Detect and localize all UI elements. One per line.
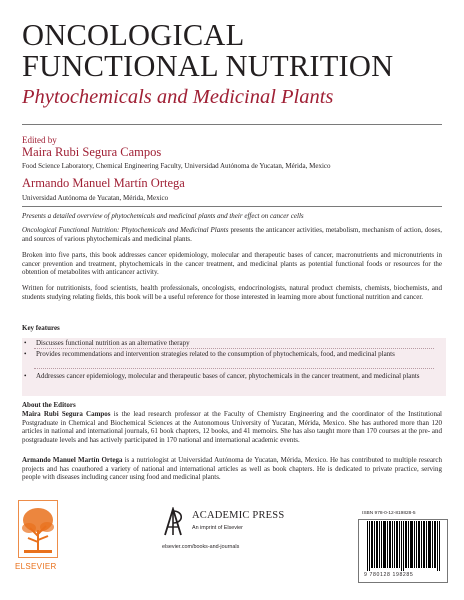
bullet-icon: • [24,339,27,347]
publisher-url[interactable]: elsevier.com/books-and-journals [162,544,240,550]
description-paragraph-3: Written for nutritionists, food scientists, health professionals, oncologists, endocrinologists, natural product chemists, chemists, biochemists, and students studying relating fields, this book will be a useful reference for those interested in learning more about functional nutrition and cancer. [22,284,442,301]
editor-1-name: Maira Rubi Segura Campos [22,145,162,159]
description-paragraph-2: Broken into five parts, this book addresses cancer epidemiology, molecular and therapeutic bases of cancer, macronutrients and micronutrients in cancer prevention and treatment, phytochemicals in the cancer treatment, and medicinal plants as potential functional foods or resources for the obtention of metabolites with anticancer activity. [22,251,442,277]
editor-2-affiliation: Universidad Autónoma de Yucatan, Mérida, Mexico [22,194,169,202]
publisher-imprint: An imprint of Elsevier [192,525,243,531]
editor-1-bio-name: Maira Rubi Segura Campos [22,410,111,418]
edited-by-label: Edited by [22,135,57,145]
description-paragraph-1-text: presents the anticancer activities, metabolism, mechanism of action, doses, and sources of various phytochemicals and medicinal plants. [22,226,443,243]
academic-press-logo-icon [162,507,184,537]
publisher-name: ACADEMIC PRESS [192,510,285,521]
key-features-heading: Key features [22,324,60,332]
editor-2-bio-name: Armando Manuel Martín Ortega [22,456,123,464]
editor-2-bio-text: is a nutriologist at Universidad Autónoma de Yucatan, Mérida, Mexico. He has contributed to multiple research projects and has coauthored a variety of national and international articles as well as book chapters. He is dedicated to private practice, serving people with diseases including cancer using food and medicinal plants. [22,456,442,482]
description-paragraph-1 [22,226,442,243]
editors-divider [22,206,442,207]
editor-1-bio [22,410,442,444]
editor-2-name: Armando Manuel Martín Ortega [22,176,185,190]
title-divider [22,124,442,125]
key-feature-item [24,372,432,381]
elsevier-wordmark: ELSEVIER [15,562,57,571]
key-feature-separator [34,368,434,369]
tagline: Presents a detailed overview of phytochemicals and medicinal plants and their effect on cancer cells [22,212,304,220]
subtitle: Phytochemicals and Medicinal Plants [22,86,334,108]
editor-1-bio-text: is the lead research professor at the Faculty of Chemistry Engineering and the coordinator of the Institutional Postgraduate in Chemical and Biochemical Sciences at the Autonomous University of Yucatan, Mérida, Mexico. She has authored more than 120 articles in national and international journals, 61 book chapters, 12 books, and 41 memoirs. She has also taught more than 170 courses at the pre- and postgraduate levels and has actively participated in 170 national and international academic events. [22,410,442,444]
elsevier-tree-logo-icon [18,500,58,558]
key-feature-text: Addresses cancer epidemiology, molecular and therapeutic bases of cancer, phytochemicals in the cancer treatment, and medicinal plants [36,372,420,380]
isbn-label: ISBN 978-0-12-819828-5 [362,511,416,516]
title-line-2: FUNCTIONAL NUTRITION [22,49,394,83]
key-feature-item [24,350,432,359]
barcode-digits: 9 780128 198285 [364,572,414,578]
editor-1-affiliation: Food Science Laboratory, Chemical Engineering Faculty, Universidad Autónoma de Yucatan, Mérida, Mexico [22,162,331,170]
key-feature-separator [34,348,434,349]
barcode-icon [366,521,442,571]
editor-2-bio [22,456,442,482]
key-feature-item [24,339,432,348]
bullet-icon: • [24,350,27,358]
bullet-icon: • [24,372,27,380]
book-title-ref: Oncological Functional Nutrition: Phytochemicals and Medicinal Plants [22,226,229,234]
key-feature-text: Provides recommendations and intervention strategies related to the consumption of phytochemicals, food, and medicinal plants [36,350,395,358]
about-editors-heading: About the Editors [22,401,76,409]
key-feature-text: Discusses functional nutrition as an alternative therapy [36,339,190,347]
title-line-1: ONCOLOGICAL [22,18,245,52]
